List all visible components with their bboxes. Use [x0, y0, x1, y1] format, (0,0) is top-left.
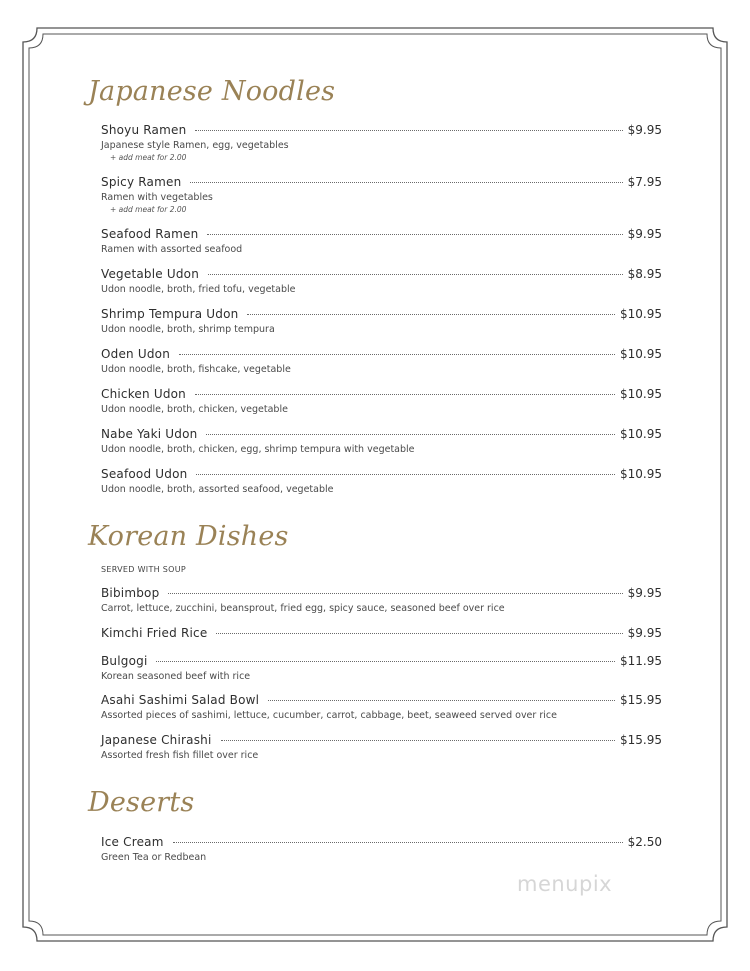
- item-price: $11.95: [620, 654, 662, 668]
- item-name: Shoyu Ramen: [101, 123, 187, 137]
- item-price: $10.95: [620, 307, 662, 321]
- item-description: Carrot, lettuce, zucchini, beansprout, fried egg, spicy sauce, seasoned beef over rice: [101, 603, 505, 614]
- item-name: Kimchi Fried Rice: [101, 626, 208, 640]
- item-addon: + add meat for 2.00: [110, 153, 187, 162]
- leader-dots: [196, 474, 615, 475]
- item-description: Assorted fresh fish fillet over rice: [101, 750, 259, 761]
- item-description: Ramen with assorted seafood: [101, 244, 243, 255]
- menu-item: [101, 586, 662, 614]
- leader-dots: [207, 234, 622, 235]
- leader-dots: [195, 130, 622, 131]
- menu-item: [101, 427, 662, 455]
- item-name: Shrimp Tempura Udon: [101, 307, 239, 321]
- item-description: Japanese style Ramen, egg, vegetables: [101, 140, 289, 151]
- item-name: Japanese Chirashi: [101, 733, 212, 747]
- item-price: $8.95: [627, 267, 662, 281]
- menu-item: [101, 227, 662, 255]
- item-name: Asahi Sashimi Salad Bowl: [101, 693, 260, 707]
- menu-item: [101, 267, 662, 295]
- item-name: Seafood Udon: [101, 467, 188, 481]
- section-note: SERVED WITH SOUP: [101, 565, 187, 574]
- item-price: $7.95: [627, 175, 662, 189]
- section-title-korean-dishes: Korean Dishes: [88, 521, 289, 552]
- item-description: Udon noodle, broth, shrimp tempura: [101, 324, 275, 335]
- leader-dots: [190, 182, 622, 183]
- item-price: $9.95: [627, 626, 662, 640]
- item-description: Green Tea or Redbean: [101, 852, 207, 863]
- leader-dots: [156, 661, 615, 662]
- item-addon: + add meat for 2.00: [110, 205, 187, 214]
- menu-item: [101, 175, 662, 214]
- menu-item: [101, 347, 662, 375]
- menu-item: [101, 733, 662, 761]
- item-name: Seafood Ramen: [101, 227, 199, 241]
- item-price: $15.95: [620, 733, 662, 747]
- menu-item: [101, 387, 662, 415]
- menu-item: [101, 307, 662, 335]
- menu-item: [101, 467, 662, 495]
- leader-dots: [208, 274, 623, 275]
- item-price: $9.95: [627, 227, 662, 241]
- item-price: $10.95: [620, 467, 662, 481]
- item-description: Udon noodle, broth, fishcake, vegetable: [101, 364, 291, 375]
- leader-dots: [216, 633, 622, 634]
- leader-dots: [221, 740, 616, 741]
- item-name: Vegetable Udon: [101, 267, 200, 281]
- item-name: Ice Cream: [101, 835, 164, 849]
- item-price: $15.95: [620, 693, 662, 707]
- item-price: $10.95: [620, 427, 662, 441]
- leader-dots: [268, 700, 615, 701]
- menu-item: [101, 835, 662, 863]
- item-name: Chicken Udon: [101, 387, 186, 401]
- item-name: Spicy Ramen: [101, 175, 182, 189]
- leader-dots: [173, 842, 623, 843]
- leader-dots: [195, 394, 615, 395]
- leader-dots: [179, 354, 615, 355]
- item-name: Bibimbop: [101, 586, 160, 600]
- item-price: $10.95: [620, 347, 662, 361]
- item-name: Bulgogi: [101, 654, 148, 668]
- item-name: Oden Udon: [101, 347, 171, 361]
- item-description: Udon noodle, broth, assorted seafood, vegetable: [101, 484, 334, 495]
- item-description: Udon noodle, broth, fried tofu, vegetable: [101, 284, 296, 295]
- item-price: $10.95: [620, 387, 662, 401]
- menu-item: [101, 123, 662, 162]
- item-description: Korean seasoned beef with rice: [101, 671, 251, 682]
- item-description: Udon noodle, broth, chicken, egg, shrimp tempura with vegetable: [101, 444, 415, 455]
- menu-item: [101, 626, 662, 642]
- item-description: Assorted pieces of sashimi, lettuce, cucumber, carrot, cabbage, beet, seaweed served over rice: [101, 710, 557, 721]
- item-name: Nabe Yaki Udon: [101, 427, 198, 441]
- menupix-watermark: menupix: [517, 872, 613, 896]
- item-description: Udon noodle, broth, chicken, vegetable: [101, 404, 288, 415]
- section-title-deserts: Deserts: [88, 787, 195, 818]
- leader-dots: [168, 593, 622, 594]
- item-price: $9.95: [627, 586, 662, 600]
- item-price: $9.95: [627, 123, 662, 137]
- leader-dots: [206, 434, 615, 435]
- section-title-japanese-noodles: Japanese Noodles: [88, 76, 336, 107]
- menu-item: [101, 693, 662, 721]
- menu-item: [101, 654, 662, 682]
- leader-dots: [247, 314, 615, 315]
- item-price: $2.50: [627, 835, 662, 849]
- item-description: Ramen with vegetables: [101, 192, 213, 203]
